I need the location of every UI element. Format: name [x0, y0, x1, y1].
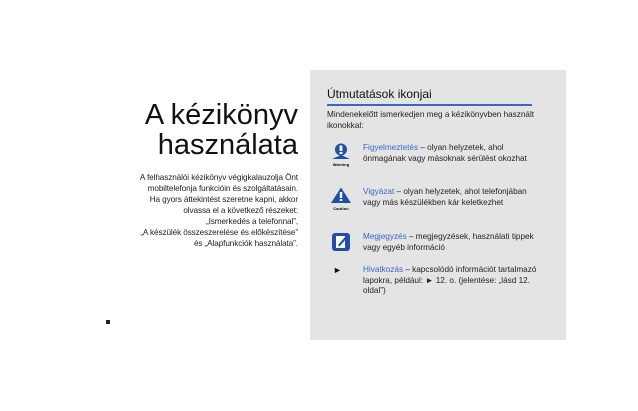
caution-description: – olyan helyzetek, ahol telefonjában vagy más készülékben kár keletkezhet: [363, 187, 527, 207]
reference-arrow-icon: ►: [333, 265, 342, 275]
note-icon: [327, 232, 355, 258]
reference-icon-wrap: [327, 265, 355, 291]
warning-icon-caption: Warning: [332, 162, 350, 167]
page-marker: [106, 320, 110, 324]
icon-item-text: [363, 265, 543, 297]
reference-keyword: Hivatkozás: [363, 265, 404, 274]
panel-heading: Útmutatások ikonjai: [327, 87, 532, 106]
note-description: – megjegyzések, használati tippek vagy egyéb információ: [363, 232, 534, 252]
caution-icon-caption: Caution: [333, 206, 349, 211]
panel-intro: Mindenekelőtt ismerkedjen meg a kézikönyvben használt ikonokkal:: [327, 110, 535, 130]
reference-description: – kapcsolódó információt tartalmazó lapokra, például: ► 12. o. (jelentése: „lásd 12. oldal”): [363, 265, 537, 295]
icon-item-text: [363, 232, 543, 253]
icon-item-text: [363, 143, 543, 164]
intro-paragraph: A felhasználói kézikönyv végigkalauzolja Önt mobiltelefonja funkcióin és szolgáltatásain. Ha gyors áttekintést szeretne kapni, akkor olvassa el a következő részeket: „Ismerkedés a telefonnal”, „A készülék összeszerelése és előkészítése” és „Alapfunkciók használata”.: [139, 173, 298, 248]
warning-description: – olyan helyzetek, ahol önmagának vagy másoknak sérülést okozhat: [363, 143, 527, 163]
icon-guide-panel: [310, 70, 566, 340]
warning-icon: [327, 143, 355, 169]
icon-item-text: [363, 187, 543, 208]
page-title: A kézikönyv használata: [144, 99, 298, 161]
caution-icon: [327, 187, 355, 213]
note-keyword: Megjegyzés: [363, 232, 407, 241]
warning-keyword: Figyelmeztetés: [363, 143, 419, 152]
caution-keyword: Vigyázat: [363, 187, 395, 196]
